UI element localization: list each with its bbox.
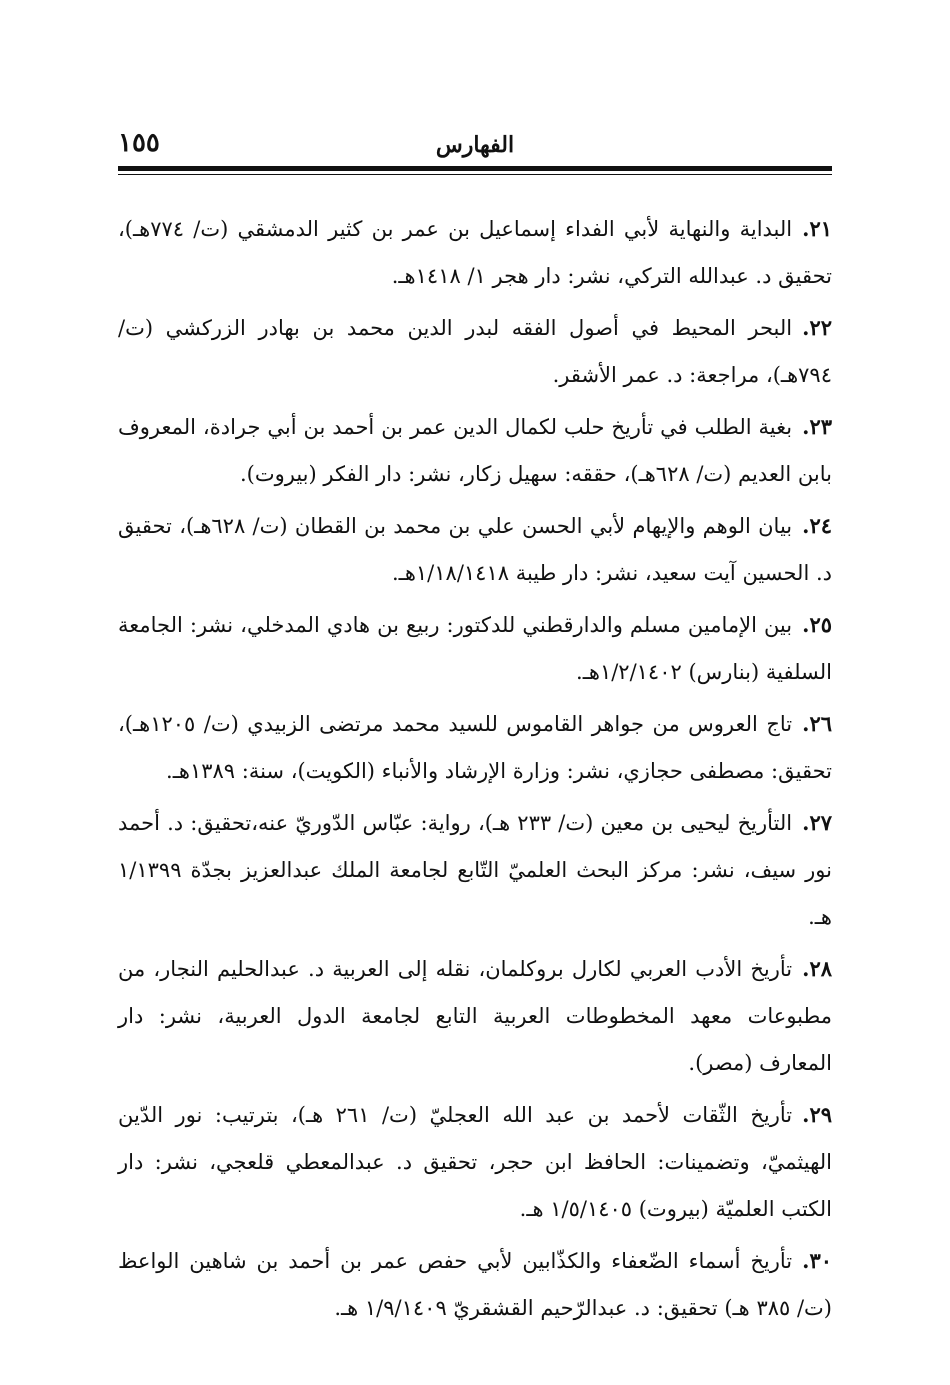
entry-text: التأريخ ليحيى بن معين (ت/ ٢٣٣ هـ)، رواية: عبّاس الدّوريّ عنه،تحقيق: د. أحمد نور سيف، نشر: مركز البحث العلميّ التّابع لجامعة الملك عبدالعزيز بجدّة ١/١٣٩٩ هـ.: [118, 811, 832, 929]
entry-text: البحر المحيط في أصول الفقه لبدر الدين محمد بن بهادر الزركشي (ت/ ٧٩٤هـ)، مراجعة: د. عمر الأشقر.: [118, 316, 832, 387]
bibliography-entry: [118, 304, 832, 399]
bibliography-entry: [118, 601, 832, 696]
entry-text: تأريخ أسماء الضّعفاء والكذّابين لأبي حفص عمر بن أحمد بن شاهين الواعظ (ت/ ٣٨٥ هـ) تحقيق: د. عبدالرّحيم القشقريّ ١/٩/١٤٠٩ هـ.: [118, 1249, 832, 1320]
entry-number: ٢٦.: [802, 711, 832, 736]
entry-number: ٢٧.: [802, 810, 832, 835]
running-title: الفهارس: [435, 132, 515, 158]
bibliography-entry: [118, 1091, 832, 1233]
page-number: ١٥٥: [118, 128, 160, 158]
bibliography-list: [118, 205, 832, 1336]
bibliography-entry: [118, 403, 832, 498]
entry-number: ٢٩.: [802, 1102, 832, 1127]
entry-text: بين الإمامين مسلم والدارقطني للدكتور: ربيع بن هادي المدخلي، نشر: الجامعة السلفية (بنارس) ١/٢/١٤٠٢هـ.: [118, 613, 832, 684]
entry-number: ٣٠.: [802, 1248, 832, 1273]
entry-text: تأريخ الثّقات لأحمد بن عبد الله العجليّ (ت/ ٢٦١ هـ)، بترتيب: نور الدّين الهيثميّ، وتضمينات: الحافظ ابن حجر، تحقيق د. عبدالمعطي قلعجي، نشر: دار الكتب العلميّة (بيروت) ١/٥/١٤٠٥ هـ.: [118, 1103, 832, 1221]
bibliography-entry: [118, 205, 832, 300]
bibliography-entry: [118, 799, 832, 941]
entry-number: ٢١.: [802, 216, 832, 241]
entry-text: بغية الطلب في تأريخ حلب لكمال الدين عمر بن أحمد بن أبي جرادة، المعروف بابن العديم (ت/ ٦٢٨هـ)، حققه: سهيل زكار، نشر: دار الفكر (بيروت).: [118, 415, 832, 486]
entry-text: بيان الوهم والإيهام لأبي الحسن علي بن محمد بن القطان (ت/ ٦٢٨هـ)، تحقيق د. الحسين آيت سعيد، نشر: دار طيبة ١/١٨/١٤١٨هـ.: [118, 514, 832, 585]
bibliography-entry: [118, 502, 832, 597]
header-rule-thin: [118, 174, 832, 175]
entry-number: ٢٨.: [802, 956, 832, 981]
page-header: [118, 126, 832, 166]
header-rule-thick: [118, 166, 832, 171]
entry-text: البداية والنهاية لأبي الفداء إسماعيل بن عمر بن كثير الدمشقي (ت/ ٧٧٤هـ)، تحقيق د. عبدالله التركي، نشر: دار هجر ١/ ١٤١٨هـ.: [118, 217, 832, 288]
entry-number: ٢٥.: [802, 612, 832, 637]
entry-number: ٢٤.: [802, 513, 832, 538]
entry-number: ٢٣.: [802, 414, 832, 439]
bibliography-entry: [118, 945, 832, 1087]
bibliography-entry: [118, 1237, 832, 1332]
entry-text: تاج العروس من جواهر القاموس للسيد محمد مرتضى الزبيدي (ت/ ١٢٠٥هـ)، تحقيق: مصطفى حجازي، نشر: وزارة الإرشاد والأنباء (الكويت)، سنة: ١٣٨٩هـ.: [118, 712, 832, 783]
bibliography-entry: [118, 700, 832, 795]
entry-number: ٢٢.: [802, 315, 832, 340]
entry-text: تأريخ الأدب العربي لكارل بروكلمان، نقله إلى العربية د. عبدالحليم النجار، من مطبوعات معهد المخطوطات العربية التابع لجامعة الدول العربية، نشر: دار المعارف (مصر).: [118, 957, 832, 1075]
